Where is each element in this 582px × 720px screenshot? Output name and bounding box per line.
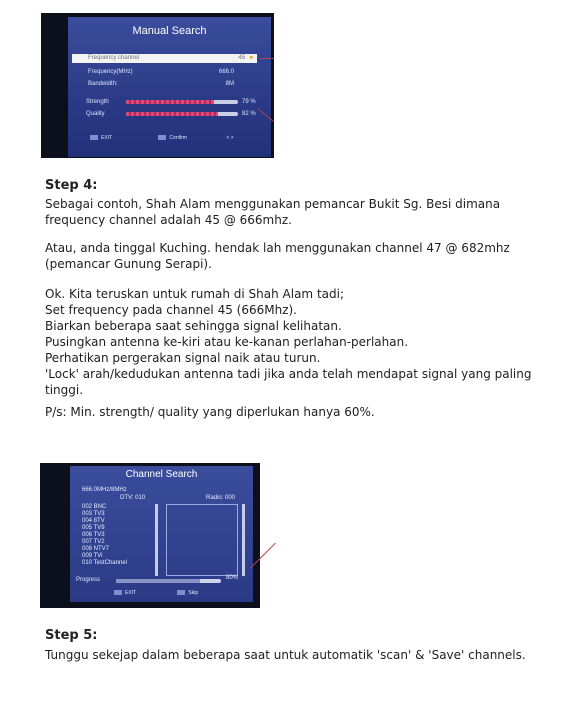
list-item: 010 TestChannel	[82, 560, 127, 566]
quality-percent: 82 %	[242, 111, 256, 117]
quality-bar	[126, 112, 238, 116]
text-line: (pemancar Gunung Serapi).	[45, 257, 212, 271]
list-item: 008 NTV7	[82, 546, 110, 552]
list-item: 005 TV9	[82, 525, 105, 531]
strength-row	[68, 97, 268, 107]
skip-label: Skip	[188, 590, 199, 596]
exit-key-icon	[90, 135, 98, 140]
chevron-right-icon: ►	[249, 55, 255, 61]
confirm-label: Confirm	[169, 135, 187, 141]
dtv-count: DTV: 010	[120, 495, 146, 501]
left-right-arrows-icon: < >	[226, 135, 234, 141]
strength-percent: 79 %	[242, 99, 256, 105]
frequency-channel-row	[72, 54, 257, 63]
text-line: Pusingkan antenna ke-kiri atau ke-kanan perlahan-perlahan.	[45, 335, 409, 349]
exit-label: EXIT	[125, 590, 137, 596]
radio-list-panel	[166, 504, 238, 576]
skip-key-icon	[177, 590, 185, 595]
text-line: Biarkan beberapa saat sehingga signal kelihatan.	[45, 319, 342, 333]
row-label: Frequency(MHz)	[88, 69, 133, 75]
step4-heading: Step 4:	[45, 178, 98, 193]
row-value: 8M	[225, 81, 234, 87]
exit-label: EXIT	[101, 135, 113, 141]
strength-bar-fill	[126, 100, 214, 104]
ok-key-icon	[158, 135, 166, 140]
step4-note: P/s: Min. strength/ quality yang diperlukan hanya 60%.	[45, 405, 375, 419]
manual-search-screenshot	[41, 13, 274, 158]
manual-search-osd	[68, 17, 271, 157]
osd-footer	[90, 135, 270, 141]
bandwidth-row	[68, 79, 268, 89]
osd-title: Channel Search	[125, 469, 198, 480]
text-line: 'Lock' arah/kedudukan antenna tadi jika anda telah mendapat signal yang paling	[45, 367, 532, 381]
frequency-mhz-row	[68, 67, 268, 77]
progress-bar-fill	[116, 579, 200, 583]
osd-footer	[114, 590, 244, 596]
row-value: 45	[238, 55, 245, 61]
quality-bar-fill	[126, 112, 218, 116]
row-label: Frequency channel	[88, 55, 140, 61]
strength-label: Strength	[86, 99, 109, 105]
text-line: Set frequency pada channel 45 (666Mhz).	[45, 303, 297, 317]
scrollbar	[242, 504, 245, 576]
text-line: Atau, anda tinggal Kuching. hendak lah menggunakan channel 47 @ 682mhz	[45, 241, 510, 255]
step5-heading: Step 5:	[45, 628, 98, 643]
step4-paragraph-1	[45, 196, 565, 228]
list-item: 003 TV3	[82, 511, 105, 517]
text-line: Ok. Kita teruskan untuk rumah di Shah Alam tadi;	[45, 287, 344, 301]
text-line: tinggi.	[45, 383, 84, 397]
list-item: 004 8TV	[82, 518, 105, 524]
progress-bar	[116, 579, 221, 583]
progress-percent: 80%	[226, 575, 239, 581]
channel-list	[82, 504, 154, 578]
quality-label: Quality	[86, 111, 105, 117]
text-line: Sebagai contoh, Shah Alam menggunakan pemancar Bukit Sg. Besi dimana	[45, 197, 501, 211]
channel-search-osd	[70, 466, 253, 602]
progress-label: Progress	[76, 577, 101, 583]
row-value: 666.0	[218, 69, 234, 75]
exit-key-icon	[114, 590, 122, 595]
list-item: 002 BNC	[82, 504, 107, 510]
step4-paragraph-2	[45, 240, 565, 272]
text-line: Perhatikan pergerakan signal naik atau turun.	[45, 351, 321, 365]
strength-bar	[126, 100, 238, 104]
osd-title: Manual Search	[132, 25, 207, 37]
annotation-line	[260, 58, 274, 59]
row-label: Bandwidth:	[88, 81, 118, 87]
step5-text: Tunggu sekejap dalam beberapa saat untuk automatik 'scan' & 'Save' channels.	[45, 648, 526, 662]
scrollbar	[155, 504, 158, 576]
text-line: frequency channel adalah 45 @ 666mhz.	[45, 213, 292, 227]
list-item: 006 TV3	[82, 532, 105, 538]
list-item: 007 TV2	[82, 539, 105, 545]
frequency-readout: 666.0MHz/8MHz	[82, 487, 127, 493]
radio-count: Radio: 000	[206, 495, 236, 501]
list-item: 009 TVi	[82, 553, 103, 559]
step4-paragraph-3	[45, 286, 565, 398]
quality-row	[68, 109, 268, 119]
channel-search-screenshot	[40, 463, 260, 608]
